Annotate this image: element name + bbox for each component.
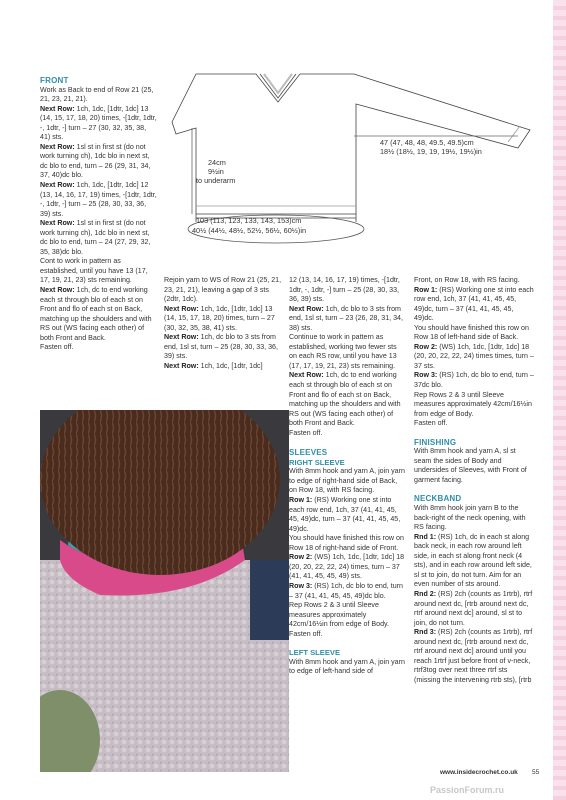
col3-continue: Continue to work in pattern as established, working two fewer sts on each RS row, until you have 13 (17, 17, 19, 21, 23) sts remaining. — [289, 333, 397, 370]
body-height-note: to underarm — [196, 176, 236, 185]
front-row-5: Next Row: 1ch, dc to end working each st through blo of each st on Front and flo of each st on Back, matching up the shoulders and with RS out (WS facing each other) of both Front and Back. — [40, 286, 152, 342]
heading-front: FRONT — [40, 76, 69, 85]
front-intro: Work as Back to end of Row 21 (25, 21, 23, 21, 21). — [40, 85, 154, 104]
col3-fasten: Fasten off. — [289, 428, 323, 437]
body-height-cm: 24cm — [208, 158, 226, 167]
column-sleeves — [289, 276, 405, 677]
col3-row-2: Next Row: 1ch, dc to end working each st through blo of each st on Front and flo of each st on Back, matching up the shoulders and with RS out (WS facing each other) of both Front and Back. — [289, 371, 401, 428]
neckband-rnd-3: Rnd 3: (RS) 2ch (counts as 1rtrb), rtrf around next dc, [rtrb around next dc, rtrf around next dc] around until you reach 1rtrf just before front of v-neck, rtrf3tog over next three rtrf sts (missing the intervening rtrb sts), [rtrb — [414, 628, 533, 684]
column-front — [40, 76, 158, 353]
body-width-cm: 103 (113, 123, 133, 143, 153)cm — [196, 216, 302, 225]
watermark: PassionForum.ru — [430, 785, 505, 795]
page-edge-stripe — [553, 0, 566, 800]
left-sleeve-fasten: Fasten off. — [414, 419, 448, 428]
front-row-2: Next Row: 1sl st in first st (do not work turning ch), 1dc blo in next st, dc blo to end, turn – 26 (29, 31, 34, 37, 40)dc blo. — [40, 142, 151, 180]
right-sleeve-row-1: Row 1: (RS) Working one st into each row end, 1ch, 37 (41, 41, 45, 45, 49)dc, turn – 37 (41, 41, 45, 45, 49)dc. — [289, 496, 401, 533]
sleeve-length-cm: 47 (47, 48, 48, 49.5, 49.5)cm — [380, 138, 474, 147]
heading-sleeves: SLEEVES — [289, 448, 328, 458]
neckband-rnd-1: Rnd 1: (RS) 1ch, dc in each st along back neck, in each row around left side, in each st along front neck (4 sts), and in each row around left side, sl st to join, do not turn. Aim for an even number of sts around. — [414, 532, 532, 589]
left-sleeve-intro: With 8mm hook and yarn A, join yarn to edge of left-hand side of — [289, 657, 405, 676]
heading-finishing: FINISHING — [414, 437, 457, 447]
neckband-rnd-2: Rnd 2: (RS) 2ch (counts as 1rtrb), rtrf around next dc, [rtrb around next dc, rtrf around next dc] around, sl st to join, do not turn. — [414, 589, 533, 627]
front-row-3: Next Row: 1ch, 1dc, [1dtr, 1dc] 12 (13, 14, 16, 17, 19) times, -[1dtr, 1dtr, -, 1dtr, -] turn – 25 (28, 30, 33, 36, 39) sts. — [40, 181, 157, 218]
heading-neckband: NECKBAND — [414, 494, 462, 504]
right-sleeve-rep: Rep Rows 2 & 3 until Sleeve measures approximately 42cm/16½in from edge of Body. — [289, 601, 390, 629]
garment-schematic — [168, 68, 548, 268]
footer-page-number: 55 — [532, 769, 540, 776]
column-front-cont — [164, 276, 284, 371]
front-row-1: Next Row: 1ch, 1dc, [1dtr, 1dc] 13 (14, 15, 17, 18, 20) times, -[1dtr, 1dtr, -, 1dtr, -] turn – 27 (30, 32, 35, 38, 41) sts. — [40, 104, 157, 142]
column-finishing — [414, 276, 534, 685]
schematic-drawing — [168, 68, 548, 268]
heading-left-sleeve: LEFT SLEEVE — [289, 648, 341, 658]
right-sleeve-row-2: Row 2: (WS) 1ch, 1dc, [1dtr, 1dc] 18 (20, 20, 22, 22, 24) times, turn – 37 (41, 41, 45, 45, 49) sts. — [289, 553, 405, 581]
col2-row-2: Next Row: 1ch, dc blo to 3 sts from end, 1sl st, turn – 25 (28, 30, 33, 36, 39) sts. — [164, 333, 278, 361]
left-sleeve-row-1: Row 1: (RS) Working one st into each row end, 1ch, 37 (41, 41, 45, 45, 49)dc, turn – 37 (41, 41, 45, 45, 49)dc. — [414, 285, 534, 323]
sleeve-length-in: 18½ (18½, 19, 19, 19½, 19½)in — [380, 147, 482, 156]
left-sleeve-row-3: Row 3: (RS) 1ch, dc blo to end, turn – 37dc blo. — [414, 371, 534, 390]
front-fasten: Fasten off. — [40, 343, 74, 352]
col2-row-3: Next Row: 1ch, 1dc, [1dtr, 1dc] — [164, 361, 263, 370]
left-sleeve-note: You should have finished this row on Row 18 of left-hand side of Back. — [414, 323, 529, 342]
rejoin-text: Rejoin yarn to WS of Row 21 (25, 21, 23, 21, 21), leaving a gap of 3 sts (2dtr, 1dc). — [164, 276, 282, 304]
finishing-text: With 8mm hook and yarn A, sl st seam the sides of Body and undersides of Sleeves, with Front of garment facing. — [414, 447, 527, 484]
right-sleeve-row-3: Row 3: (RS) 1ch, dc blo to end, turn – 37 (41, 41, 45, 45, 49)dc blo. — [289, 581, 403, 600]
left-sleeve-row-2: Row 2: (WS) 1ch, 1dc, [1dtr, 1dc] 18 (20, 20, 22, 22, 24) times times, turn – 37 sts. — [414, 342, 534, 370]
footer-site: www.insidecrochet.co.uk — [440, 769, 518, 776]
heading-right-sleeve: RIGHT SLEEVE — [289, 457, 345, 467]
col2-row-1: Next Row: 1ch, 1dc, [1dtr, 1dc] 13 (14, 15, 17, 18, 20) times, turn – 27 (30, 32, 35, 38, 41) sts. — [164, 304, 275, 332]
right-sleeve-intro: With 8mm hook and yarn A, join yarn to edge of right-hand side of Back, on Row 18, with RS facing. — [289, 467, 405, 495]
neckband-intro: With 8mm hook join yarn B to the back-right of the neck opening, with RS facing. — [414, 504, 526, 532]
right-sleeve-fasten: Fasten off. — [289, 629, 323, 638]
left-sleeve-rep: Rep Rows 2 & 3 until Sleeve measures approximately 42cm/16½in from edge of Body. — [414, 390, 532, 418]
body-height-in: 9½in — [208, 167, 224, 176]
col3-intro: 12 (13, 14, 16, 17, 19) times, -[1dtr, 1dtr, -, 1dtr, -] turn – 25 (28, 30, 33, 36, 39) sts. — [289, 276, 400, 304]
col3-row-1: Next Row: 1ch, dc blo to 3 sts from end, 1sl st, turn – 23 (26, 28, 31, 34, 38) sts. — [289, 304, 403, 332]
col4-intro: Front, on Row 18, with RS facing. — [414, 276, 520, 284]
front-row-4: Next Row: 1sl st in first st (do not work turning ch), 1dc blo in next st, dc blo to end, turn – 24 (27, 29, 32, 35, 38)dc blo. — [40, 219, 151, 256]
front-continue: Cont to work in pattern as established, until you have 13 (17, 17, 19, 21, 23) sts remaining. — [40, 257, 148, 285]
body-width-in: 40½ (44½, 48½, 52½, 56½, 60½)in — [192, 226, 306, 235]
right-sleeve-note: You should have finished this row on Row 18 of right-hand side of Front. — [289, 534, 404, 552]
child-sweater-photo — [40, 410, 289, 772]
